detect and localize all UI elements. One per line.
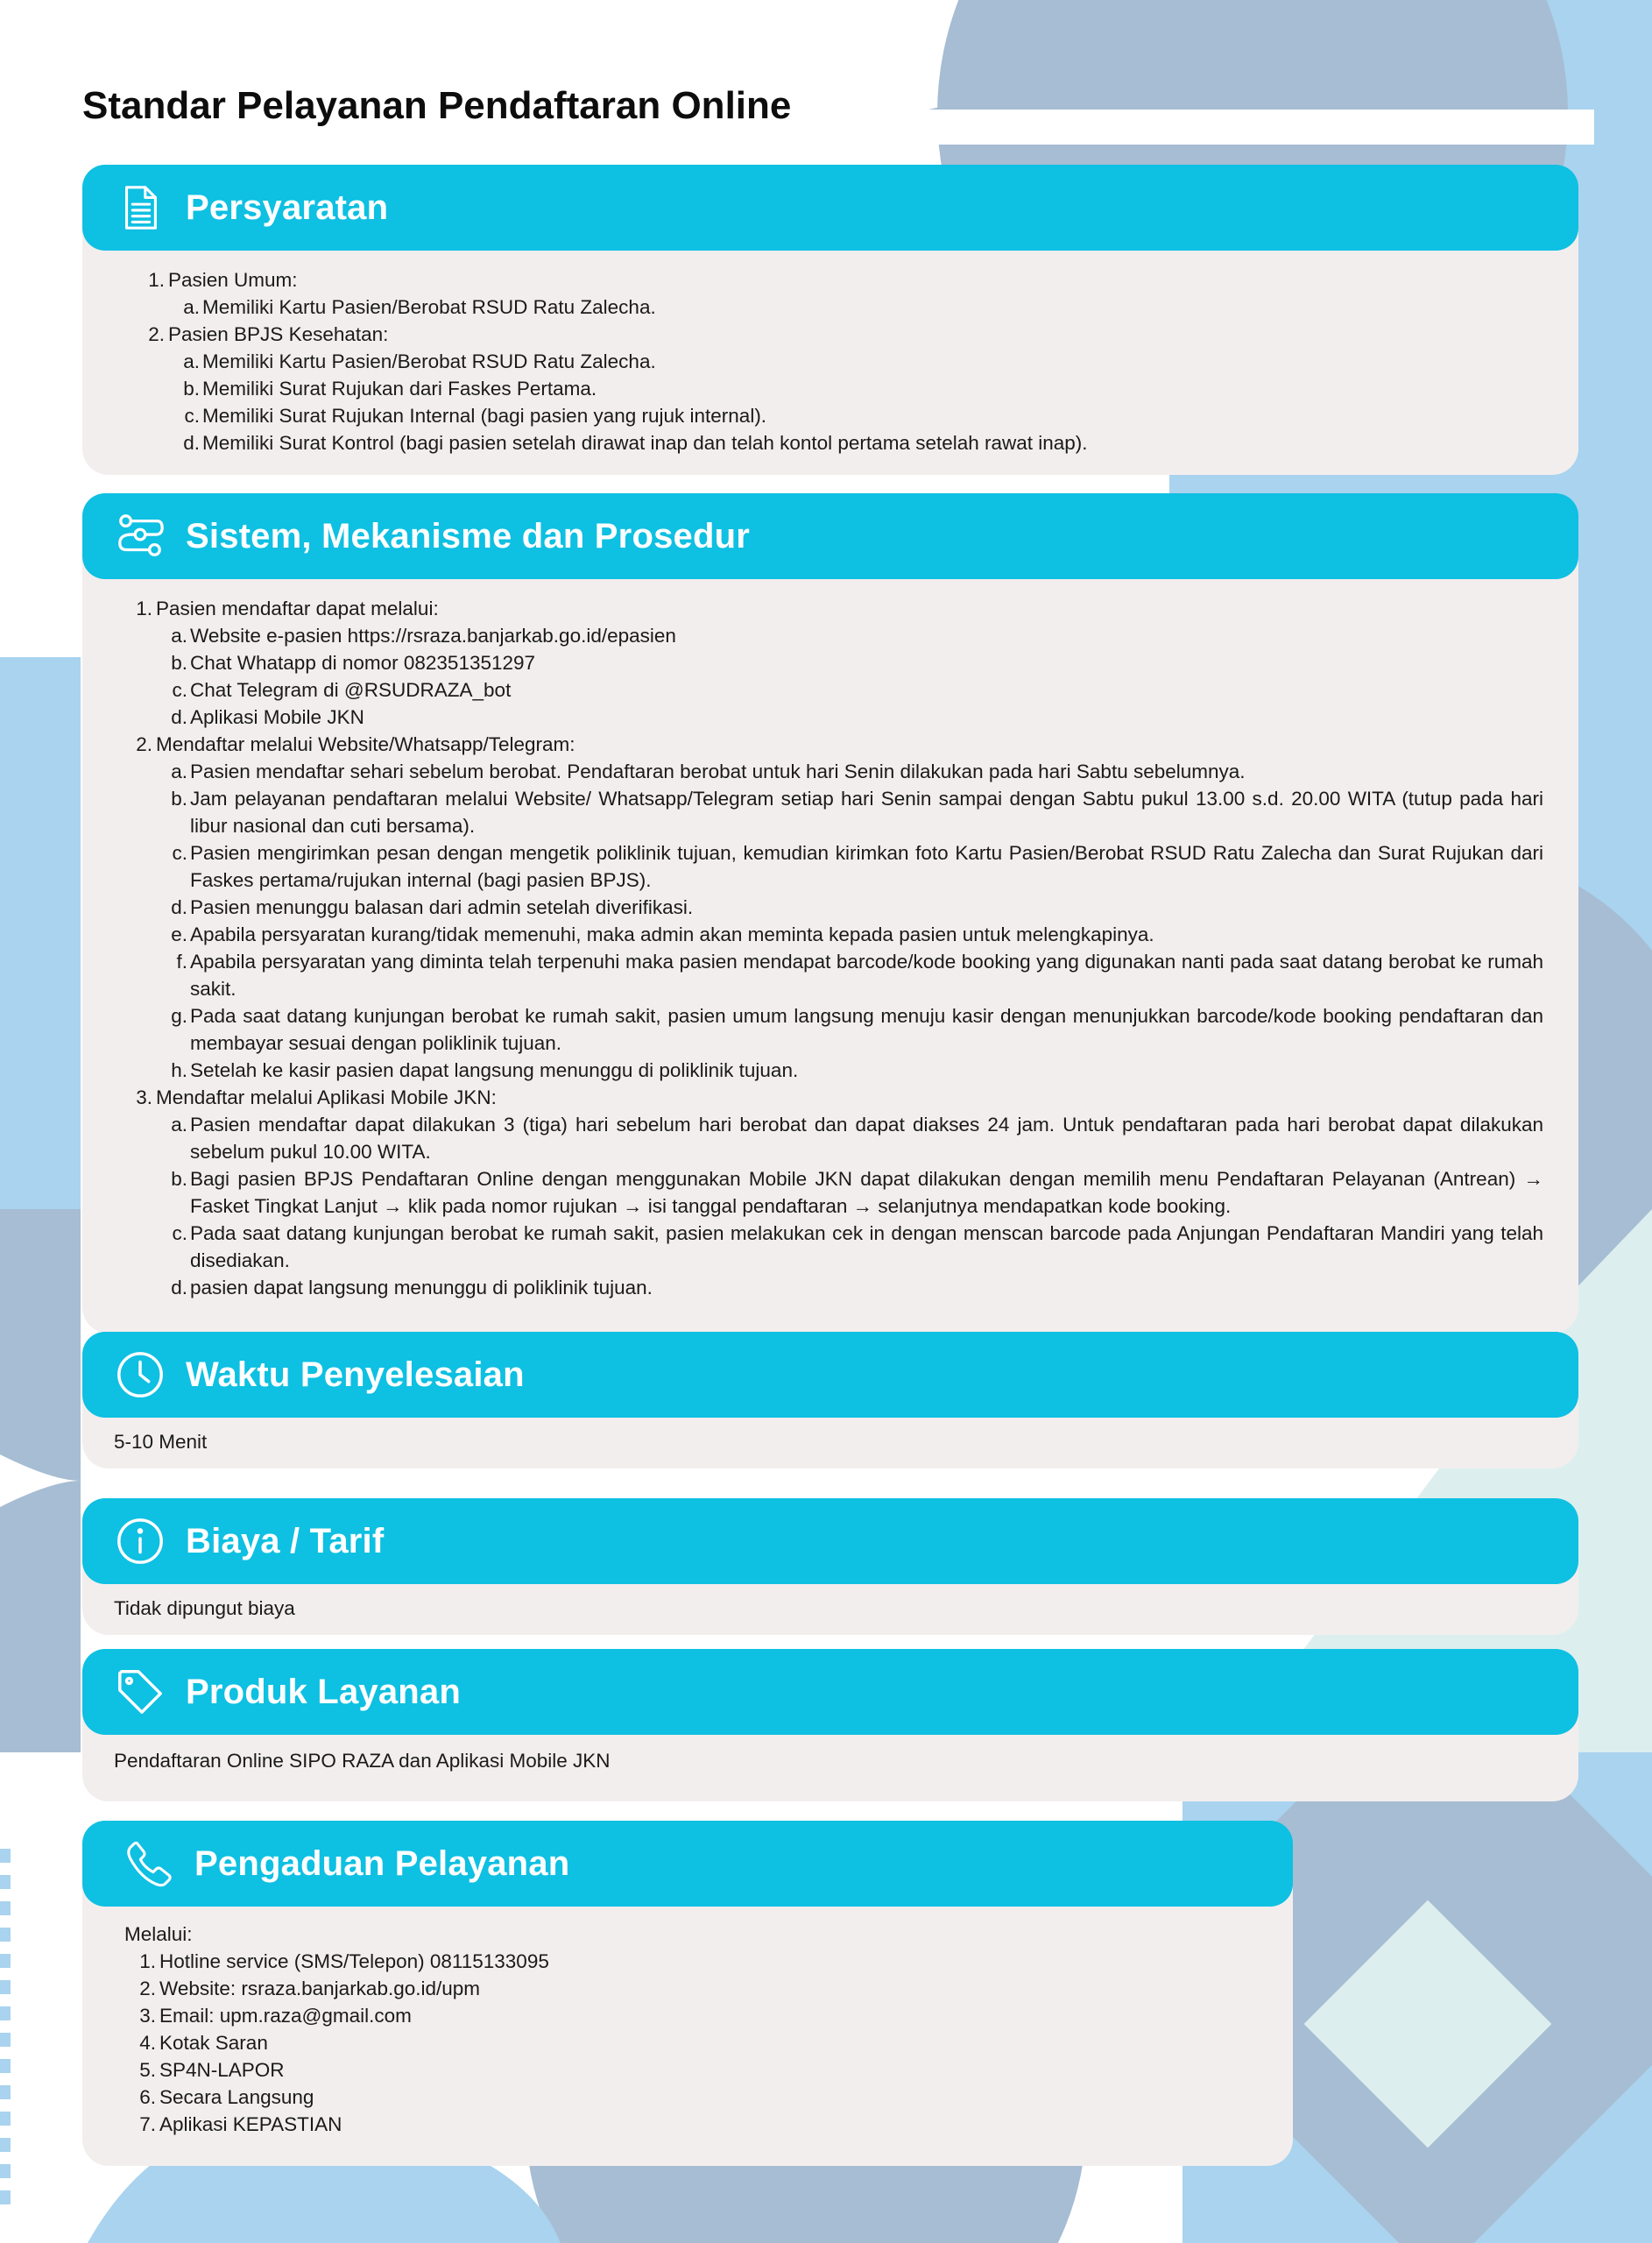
section-header [82,1821,1293,1907]
list-item: 1. Pasien mendaftar dapat melalui: a. Website e-pasien https://rsraza.banjarkab.go.id/epasien b. Chat Whatapp di nomor 082351351297 c. Chat Telegram di @RSUDRAZA_bot d. Aplikasi Mobile JKN [121,595,1543,731]
list-item: 2. Pasien BPJS Kesehatan: a. Memiliki Kartu Pasien/Berobat RSUD Ratu Zalecha. b. Memiliki Surat Rujukan dari Faskes Pertama. c. Memiliki Surat Rujukan Internal (bagi pasien yang rujuk internal). d. Memiliki Surat Kontrol (bagi pasien setelah dirawat inap dan telah kontol pertama setelah rawat inap). [133,321,1543,456]
flow-icon [114,510,166,563]
section-title: Biaya / Tarif [186,1521,385,1560]
tag-icon [114,1666,166,1718]
section-pengaduan [82,1821,1293,2166]
section-header [82,1332,1578,1418]
requirements-list [117,266,1543,456]
list-item: 2. Website: rsraza.banjarkab.go.id/upm [139,1978,481,1999]
sub-list-item: a. Memiliki Kartu Pasien/Berobat RSUD Ratu Zalecha. [183,296,656,318]
section-title: Persyaratan [186,188,389,227]
section-waktu [82,1332,1578,1468]
completion-time: 5-10 Menit [114,1431,208,1453]
clock-icon [114,1348,166,1401]
section-sistem [82,493,1578,1334]
section-body [82,224,1578,475]
sub-list-item: a. Pasien mendaftar dapat dilakukan 3 (tiga) hari sebelum hari berobat dan dapat diakses 24 jam. Untuk pendaftaran pada hari berobat dapat dilakukan sebelum pukul 10.00 WITA. [171,1114,1543,1163]
info-icon [114,1515,166,1567]
sub-list-item: c. Pasien mengirimkan pesan dengan mengetik poliklinik tujuan, kemudian kirimkan foto Kartu Pasien/Berobat RSUD Ratu Zalecha dan Surat Rujukan dari Faskes pertama/rujukan internal (bagi pasien BPJS). [172,842,1543,891]
list-item: 7. Aplikasi KEPASTIAN [139,2113,342,2135]
page-title: Standar Pelayanan Pendaftaran Online [82,84,792,127]
list-item: 3. Email: upm.raza@gmail.com [139,2005,412,2027]
list-item: 1. Pasien Umum: a. Memiliki Kartu Pasien/Berobat RSUD Ratu Zalecha. [133,266,1543,321]
sub-list-item: g. Pada saat datang kunjungan berobat ke rumah sakit, pasien umum langsung menuju kasir dengan menunjukkan barcode/kode booking pendaftaran dan membayar sesuai dengan poliklinik tujuan. [171,1005,1543,1054]
section-title: Sistem, Mekanisme dan Prosedur [186,516,751,555]
section-title: Waktu Penyelesaian [186,1355,525,1394]
sub-list-item: f. Apabila persyaratan yang diminta telah terpenuhi maka pasien mendapat barcode/kode booking yang digunakan nanti pada saat datang berobat ke rumah sakit. [176,951,1543,1000]
section-biaya [82,1498,1578,1635]
list-item: 6. Secara Langsung [139,2086,314,2108]
sub-list-item: b. Chat Whatapp di nomor 082351351297 [171,652,536,674]
sub-list-item: a. Pasien mendaftar sehari sebelum berobat. Pendaftaran berobat untuk hari Senin dilakukan pada hari Sabtu sebelumnya. [171,761,1246,782]
sub-list-item: e. Apabila persyaratan kurang/tidak memenuhi, maka admin akan meminta kepada pasien untuk melengkapinya. [171,923,1154,945]
section-header [82,493,1578,579]
section-title: Produk Layanan [186,1672,461,1711]
sub-list-item: d. Pasien menunggu balasan dari admin setelah diverifikasi. [171,896,694,918]
procedure-list [117,595,1543,1301]
sub-list-item: h. Setelah ke kasir pasien dapat langsung menunggu di poliklinik tujuan. [171,1059,799,1081]
section-body [82,1880,1293,2166]
list-item: 4. Kotak Saran [139,2032,268,2054]
section-header [82,165,1578,251]
sub-list-item: c. Chat Telegram di @RSUDRAZA_bot [172,679,512,701]
sub-list-item: a. Memiliki Kartu Pasien/Berobat RSUD Ratu Zalecha. [183,350,656,372]
sub-list-item: b. Memiliki Surat Rujukan dari Faskes Pertama. [183,378,597,400]
list-item: 1. Hotline service (SMS/Telepon) 08115133095 [139,1950,549,1972]
service-product: Pendaftaran Online SIPO RAZA dan Aplikasi Mobile JKN [114,1750,611,1772]
sub-list-item: a. Website e-pasien https://rsraza.banjarkab.go.id/epasien [171,625,676,647]
document-icon [114,181,166,234]
list-item: 3. Mendaftar melalui Aplikasi Mobile JKN: a. Pasien mendaftar dapat dilakukan 3 (tiga) hari sebelum hari berobat dan dapat diakses 24 jam. Untuk pendaftaran pada hari berobat dapat dilakukan sebelum pukul 10.00 WITA. b. Bagi pasien BPJS Pendaftaran Online dengan menggunakan Mobile JKN dapat dilakukan dengan memilih menu Pendaftaran Pelayanan (Antrean) → Fasket Tingkat Lanjut → klik pada nomor rujukan → isi tanggal pendaftaran → selanjutnya mendapatkan kode booking. c. Pada saat datang kunjungan berobat ke rumah sakit, pasien melakukan cek in dengan menscan barcode pada Anjungan Pendaftaran Mandiri yang telah disediakan. d. pasien dapat langsung menunggu di poliklinik tujuan. [121,1084,1543,1301]
list-item: 2. Mendaftar melalui Website/Whatsapp/Telegram: a. Pasien mendaftar sehari sebelum berobat. Pendaftaran berobat untuk hari Senin dilakukan pada hari Sabtu sebelumnya. b. Jam pelayanan pendaftaran melalui Website/ Whatsapp/Telegram setiap hari Senin sampai dengan Sabtu pukul 13.00 s.d. 20.00 WITA (tutup pada hari libur nasional dan cuti bersama). c. Pasien mengirimkan pesan dengan mengetik poliklinik tujuan, kemudian kirimkan foto Kartu Pasien/Berobat RSUD Ratu Zalecha dan Surat Rujukan dari Faskes pertama/rujukan internal (bagi pasien BPJS). d. Pasien menunggu balasan dari admin setelah diverifikasi. e. Apabila persyaratan kurang/tidak memenuhi, maka admin akan meminta kepada pasien untuk melengkapinya. f. Apabila persyaratan yang diminta telah terpenuhi maka pasien mendapat barcode/kode booking yang digunakan nanti pada saat datang berobat ke rumah sakit. g. Pada saat datang kunjungan berobat ke rumah sakit, pasien umum langsung menuju kasir dengan menunjukkan barcode/kode booking pendaftaran dan membayar sesuai dengan poliklinik tujuan. h. Setelah ke kasir pasien dapat langsung menunggu di poliklinik tujuan. [121,731,1543,1084]
section-produk [82,1649,1578,1801]
complaint-channels-list [124,1948,1258,2138]
sub-list-item: c. Pada saat datang kunjungan berobat ke rumah sakit, pasien melakukan cek in dengan menscan barcode pada Anjungan Pendaftaran Mandiri yang telah disediakan. [172,1222,1543,1271]
section-body [82,553,1578,1334]
sub-list-item: c. Memiliki Surat Rujukan Internal (bagi pasien yang rujuk internal). [184,405,767,427]
fee-text: Tidak dipungut biaya [114,1597,295,1619]
sub-list-item: b. Jam pelayanan pendaftaran melalui Website/ Whatsapp/Telegram setiap hari Senin sampai dengan Sabtu pukul 13.00 s.d. 20.00 WITA (tutup pada hari libur nasional dan cuti bersama). [171,788,1543,837]
sub-list-item: d. Memiliki Surat Kontrol (bagi pasien setelah dirawat inap dan telah kontol pertama setelah rawat inap). [183,432,1088,454]
phone-icon [123,1837,175,1890]
section-persyaratan [82,165,1578,475]
sub-list-item: b. Bagi pasien BPJS Pendaftaran Online dengan menggunakan Mobile JKN dapat dilakukan dengan memilih menu Pendaftaran Pelayanan (Antrean) → Fasket Tingkat Lanjut → klik pada nomor rujukan → isi tanggal pendaftaran → selanjutnya mendapatkan kode booking. [171,1168,1543,1217]
complaint-intro: Melalui: [124,1923,193,1945]
sub-list-item: d. pasien dapat langsung menunggu di poliklinik tujuan. [171,1277,653,1298]
sub-list-item: d. Aplikasi Mobile JKN [171,706,364,728]
list-item: 5. SP4N-LAPOR [139,2059,285,2081]
section-header [82,1649,1578,1735]
section-header [82,1498,1578,1584]
section-title: Pengaduan Pelayanan [194,1843,570,1883]
